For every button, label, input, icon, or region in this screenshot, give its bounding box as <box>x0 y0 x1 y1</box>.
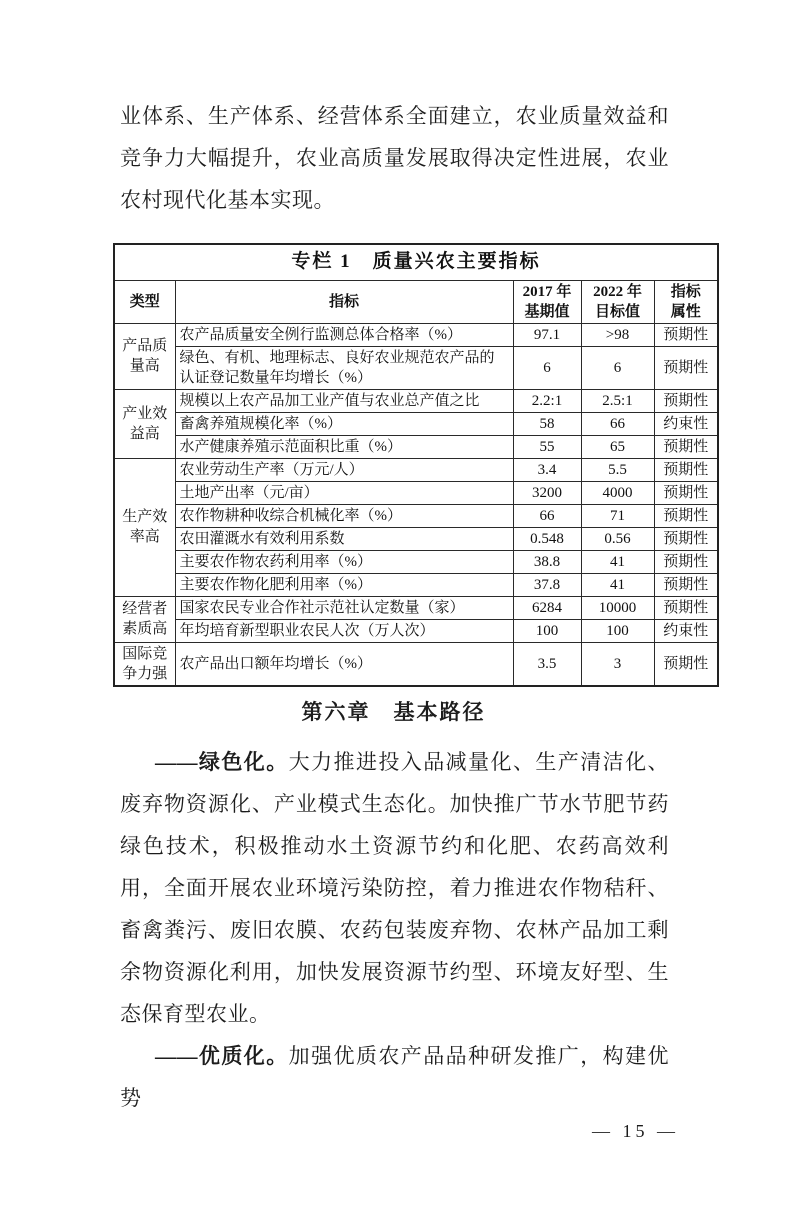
indicator-cell: 绿色、有机、地理标志、良好农业规范农产品的认证登记数量年均增长（%） <box>175 346 513 389</box>
header-indicator-label: 指标 <box>328 293 359 310</box>
attribute-cell: 预期性 <box>654 550 718 573</box>
header-type-label: 类型 <box>129 293 160 310</box>
target-value-cell: >98 <box>581 323 654 346</box>
attribute-cell: 预期性 <box>654 458 718 481</box>
attribute-cell: 约束性 <box>654 619 718 642</box>
attribute-cell: 约束性 <box>654 412 718 435</box>
target-value-cell: 71 <box>581 504 654 527</box>
indicator-cell: 农作物耕种收综合机械化率（%） <box>175 504 513 527</box>
header-attr-line1: 指标 <box>670 283 701 300</box>
header-target-line2: 目标值 <box>594 303 640 320</box>
indicator-cell: 水产健康养殖示范面积比重（%） <box>175 435 513 458</box>
indicator-cell: 国家农民专业合作社示范社认定数量（家） <box>175 596 513 619</box>
base-value-cell: 100 <box>513 619 581 642</box>
attribute-cell: 预期性 <box>654 435 718 458</box>
paragraph-quality-lead: ——优质化。 <box>155 1043 289 1068</box>
header-type <box>114 280 175 323</box>
attribute-cell: 预期性 <box>654 346 718 389</box>
indicator-cell: 主要农作物农药利用率（%） <box>175 550 513 573</box>
attribute-cell: 预期性 <box>654 642 718 686</box>
indicator-cell: 规模以上农产品加工业产值与农业总产值之比 <box>175 389 513 412</box>
table-title: 专栏 1 质量兴农主要指标 <box>114 244 718 280</box>
target-value-cell: 10000 <box>581 596 654 619</box>
base-value-cell: 3200 <box>513 481 581 504</box>
indicator-cell: 农产品出口额年均增长（%） <box>175 642 513 686</box>
category-cell: 经营者素质高 <box>114 596 175 642</box>
header-base-line2: 基期值 <box>524 303 570 320</box>
indicator-table-body <box>114 244 718 686</box>
table-title-row <box>114 244 718 280</box>
target-value-cell: 41 <box>581 550 654 573</box>
paragraph-greening-lead: ——绿色化。 <box>155 749 289 774</box>
indicator-row <box>114 573 718 596</box>
attribute-cell: 预期性 <box>654 527 718 550</box>
target-value-cell: 3 <box>581 642 654 686</box>
header-attr-line2: 属性 <box>670 303 701 320</box>
table-header-row <box>114 280 718 323</box>
body-paragraphs <box>120 741 669 1119</box>
intro-paragraph: 业体系、生产体系、经营体系全面建立，农业质量效益和竞争力大幅提升，农业高质量发展取得决定性进展，农业农村现代化基本实现。 <box>120 104 669 212</box>
target-value-cell: 5.5 <box>581 458 654 481</box>
indicator-cell: 土地产出率（元/亩） <box>175 481 513 504</box>
base-value-cell: 37.8 <box>513 573 581 596</box>
indicator-table <box>113 243 719 687</box>
indicator-row <box>114 642 718 686</box>
indicator-row <box>114 550 718 573</box>
header-indicator <box>175 280 513 323</box>
base-value-cell: 97.1 <box>513 323 581 346</box>
indicator-row <box>114 458 718 481</box>
base-value-cell: 3.4 <box>513 458 581 481</box>
base-value-cell: 55 <box>513 435 581 458</box>
indicator-row <box>114 435 718 458</box>
target-value-cell: 2.5:1 <box>581 389 654 412</box>
target-value-cell: 66 <box>581 412 654 435</box>
target-value-cell: 65 <box>581 435 654 458</box>
header-attribute <box>654 280 718 323</box>
indicator-row <box>114 527 718 550</box>
attribute-cell: 预期性 <box>654 573 718 596</box>
document-page <box>0 95 787 1209</box>
indicator-row <box>114 596 718 619</box>
page-number: — 15 — <box>592 1121 679 1141</box>
paragraph-greening-text: 大力推进投入品减量化、生产清洁化、废弃物资源化、产业模式生态化。加快推广节水节肥节药绿色技术，积极推动水土资源节约和化肥、农药高效利用，全面开展农业环境污染防控，着力推进农作物秸秆、畜禽粪污、废旧农膜、农药包装废弃物、农林产品加工剩余物资源化利用，加快发展资源节约型、环境友好型、生态保育型农业。 <box>120 749 670 1026</box>
indicator-row <box>114 412 718 435</box>
category-cell: 生产效率高 <box>114 458 175 596</box>
indicator-row <box>114 389 718 412</box>
indicator-row <box>114 346 718 389</box>
base-value-cell: 2.2:1 <box>513 389 581 412</box>
attribute-cell: 预期性 <box>654 504 718 527</box>
target-value-cell: 0.56 <box>581 527 654 550</box>
category-cell: 国际竞争力强 <box>114 642 175 686</box>
paragraph-quality-text: 加强优质农产品品种研发推广，构建优势 <box>120 1043 670 1110</box>
base-value-cell: 0.548 <box>513 527 581 550</box>
base-value-cell: 58 <box>513 412 581 435</box>
chapter-heading: 第六章 基本路径 <box>301 699 486 724</box>
header-base-line1: 2017 年 <box>522 283 572 300</box>
indicator-cell: 农田灌溉水有效利用系数 <box>175 527 513 550</box>
indicator-cell: 农业劳动生产率（万元/人） <box>175 458 513 481</box>
category-cell: 产品质量高 <box>114 323 175 389</box>
indicator-cell: 畜禽养殖规模化率（%） <box>175 412 513 435</box>
paragraph-greening <box>120 741 669 1035</box>
base-value-cell: 66 <box>513 504 581 527</box>
base-value-cell: 3.5 <box>513 642 581 686</box>
header-target-line1: 2022 年 <box>593 283 642 300</box>
base-value-cell: 6284 <box>513 596 581 619</box>
base-value-cell: 6 <box>513 346 581 389</box>
target-value-cell: 4000 <box>581 481 654 504</box>
indicator-cell: 农产品质量安全例行监测总体合格率（%） <box>175 323 513 346</box>
indicator-cell: 主要农作物化肥利用率（%） <box>175 573 513 596</box>
category-cell: 产业效益高 <box>114 389 175 458</box>
base-value-cell: 38.8 <box>513 550 581 573</box>
indicator-row <box>114 481 718 504</box>
target-value-cell: 100 <box>581 619 654 642</box>
target-value-cell: 41 <box>581 573 654 596</box>
indicator-row <box>114 619 718 642</box>
header-base-2017 <box>513 280 581 323</box>
target-value-cell: 6 <box>581 346 654 389</box>
attribute-cell: 预期性 <box>654 596 718 619</box>
indicator-cell: 年均培育新型职业农民人次（万人次） <box>175 619 513 642</box>
attribute-cell: 预期性 <box>654 323 718 346</box>
header-target-2022 <box>581 280 654 323</box>
paragraph-quality <box>120 1035 669 1119</box>
indicator-row <box>114 323 718 346</box>
attribute-cell: 预期性 <box>654 389 718 412</box>
indicator-row <box>114 504 718 527</box>
attribute-cell: 预期性 <box>654 481 718 504</box>
